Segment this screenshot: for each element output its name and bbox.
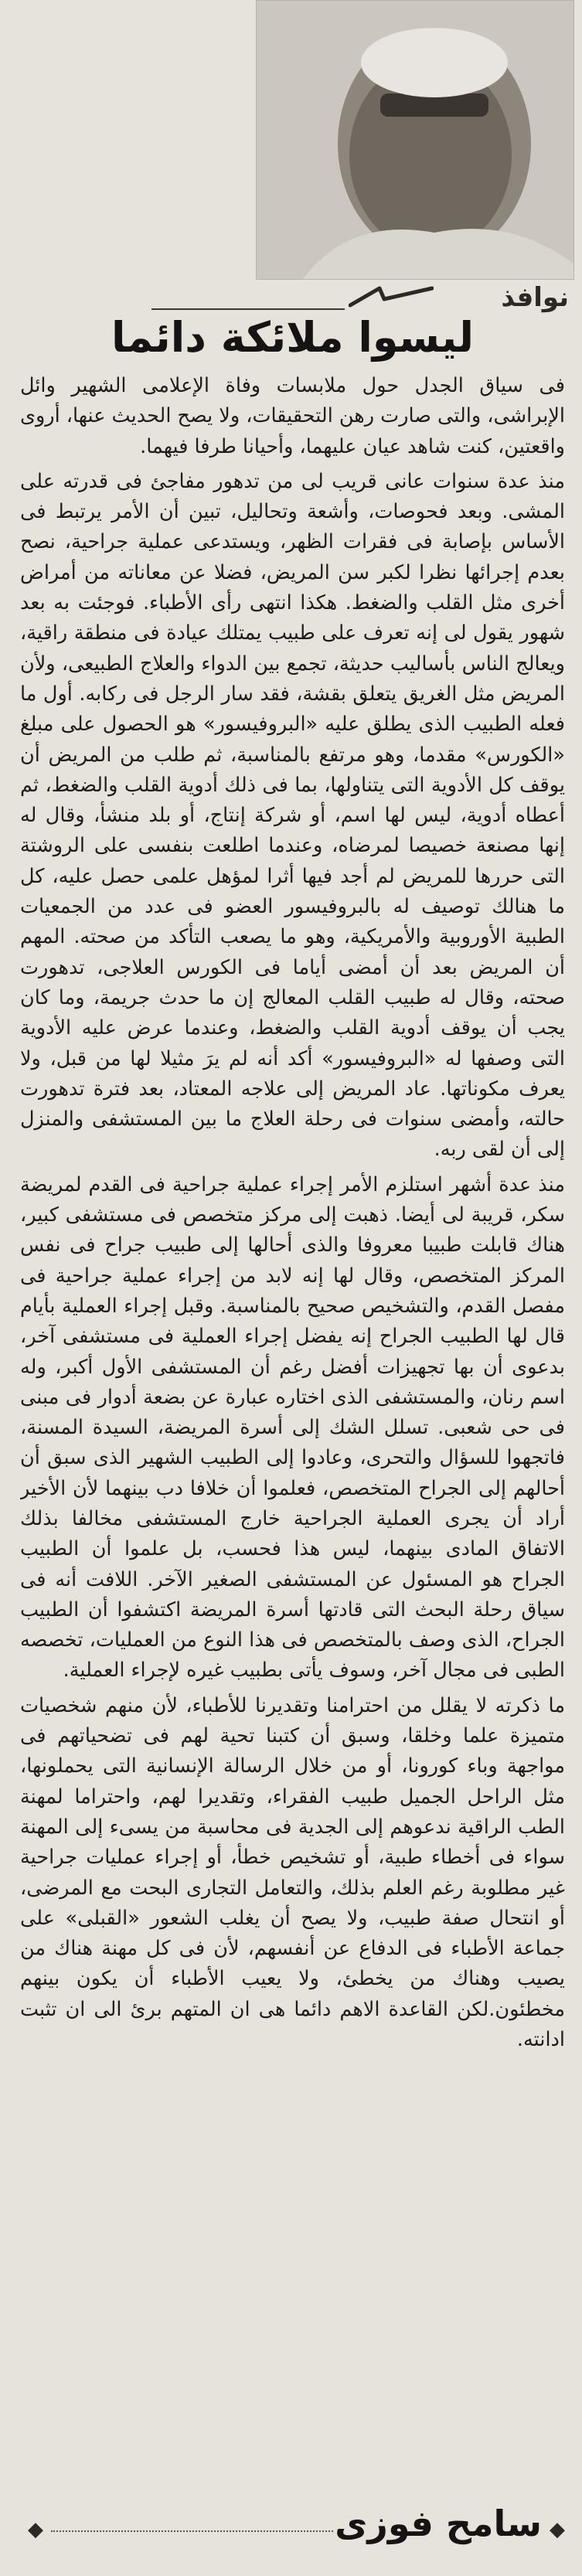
author-name: سامح فوزى xyxy=(335,2503,542,2544)
column-name: نوافذ xyxy=(501,282,569,313)
article-paragraph-4: ما ذكرته لا يقلل من احترامنا وتقديرنا للأطباء، لأن منهم شخصيات متميزة علما وخلقا، وسبق أن كتبنا تحية لهم فى تضحياتهم فى مواجهة وباء كورونا، أو من خلال الرسالة الإنسانية التى يحملونها، مثل الراحل الجميل طبيب الفقراء، وتقديرا لهم، واحتراما لمهنة الطب الراقية ندعوهم إلى الجدية فى محاسبة من يسىء إلى المهنة سواء فى أخطاء طبية، أو تشخيص خطأ، أو إجراء عمليات جراحية غير مطلوبة رغم العلم بذلك، والتعامل التجارى البحت مع المرضى، أو انتحال صفة طبيب، ولا يصح أن يغلب الشعور «القبلى» على جماعة الأطباء فى الدفاع عن أنفسهم، لأن فى كل مهنة هناك من يصيب وهناك من يخطئ، ولا يعيب الأطباء أن يكون بينهم مخطئون.لكن القاعدة الاهم دائما هى ان المتهم برئ الى ان تثبت ادانته. xyxy=(20,1693,565,2052)
article-paragraph-2: منذ عدة سنوات عانى قريب لى من تدهور مفاجئ فى قدرته على المشى. وبعد فحوصات، وأشعة وتحاليل، تبين أن الأمر يرتبط فى الأساس بإصابة فى فقرات الظهر، ويستدعى عملية جراحية، نصح بعدم إجرائها نظرا لكبر سن المريض، فضلا عن معاناته من أمراض أخرى مثل القلب والضغط. هكذا انتهى رأى الأطباء. فوجئت به بعد شهور يقول لى إنه تعرف على طبيب يمتلك عيادة فى منطقة راقية، ويعالج الناس بأساليب حديثة، تجمع بين الدواء والعلاج الطبيعى، ولأن المريض مثل الغريق يتعلق بقشة، فقد سار الرجل فى ركابه. أول ما فعله الطبيب الذى يطلق عليه «البروفيسور» هو الحصول على مبلغ «الكورس» مقدما، وهو مرتفع بالمناسبة، ثم طلب من المريض أن يوقف كل الأدوية التى يتناولها، بما فى ذلك أدوية القلب والضغط، ثم أعطاه أدوية، ليس لها اسم، أو شركة إنتاج، أو بلد منشأ، وقال له إنها مصنعة خصيصا لمرضاه، وعندما اطلعت بنفسى على الروشتة التى حررها للمريض لم أجد فيها أثرا لمؤهل علمى حصل عليه، كل ما هنالك توصيف له بالبروفيسور العضو فى عدد من الجمعيات الطبية الأوروبية والأمريكية، وهو ما يصعب التأكد من صحته. المهم أن المريض بعد أن أمضى أياما فى الكورس العلاجى، تدهورت صحته، وقال له طبيب القلب المعالج إن ما حدث جريمة، وما كان يجب أن يوقف أدوية القلب والضغط، وعندما عرض عليه الأدوية التى وصفها له «البروفيسور» أكد أنه لم يرَ مثيلا لها من قبل، ولا يعرف مكوناتها. عاد المريض إلى علاجه المعتاد، بعد فترة تدهورت حالته، وأمضى سنوات فى رحلة العلاج ما بين المستشفى والمنزل إلى أن لقى ربه. xyxy=(20,469,565,1162)
article-footer xyxy=(20,2496,565,2566)
author-photo xyxy=(256,0,574,280)
diamond-icon: ◆ xyxy=(28,2518,43,2541)
article-title: ليسوا ملائكة دائما xyxy=(111,313,475,362)
column-header xyxy=(20,0,569,363)
article-paragraph-1: فى سياق الجدل حول ملابسات وفاة الإعلامى الشهير وائل الإبراشى، والتى صارت رهن التحقيقات، ولا يصح الحديث عنها، أروى واقعتين، كنت شاهد عيان عليهما، وأحيانا طرفا فيهما. xyxy=(20,374,565,458)
column-swoosh-icon xyxy=(349,285,434,308)
column-label-line xyxy=(151,282,569,313)
article-body xyxy=(20,371,565,2427)
diamond-icon: ◆ xyxy=(550,2518,565,2541)
footer-rule xyxy=(51,2530,333,2532)
column-rule xyxy=(151,308,345,310)
article-paragraph-3: منذ عدة أشهر استلزم الأمر إجراء عملية جراحية فى القدم لمريضة سكر، قريبة لى أيضا. ذهبت إلى مركز متخصص فى مستشفى كبير، هناك قابلت طبيبا معروفا والذى أحالها إلى طبيب جراح فى نفس المركز المتخصص، وقال لها إنه لابد من إجراء عملية جراحية فى مفصل القدم، والتشخيص صحيح بالمناسبة. وقبل إجراء العملية بأيام قال لها الطبيب الجراح إنه يفضل إجراء العملية فى مستشفى آخر، بدعوى أن بها تجهيزات أفضل رغم أن المستشفى الأول أكبر، وله اسم رنان، والمستشفى الذى اختاره عبارة عن بضعة أدوار فى مبنى فى حى شعبى. تسلل الشك إلى أسرة المريضة، السيدة المسنة، فاتجهوا للسؤال والتحرى، وعادوا إلى الطبيب الشهير الذى سبق أن أحالهم إلى الجراح المتخصص، فعلموا أن خلافا دب بينهما لأن الأخير أراد أن يجرى العملية الجراحية خارج المستشفى مخالفا بذلك الاتفاق المادى بينهما، ليس هذا فحسب، بل علموا أن الطبيب الجراح هو المسئول عن المستشفى الصغير الآخر. اللافت أنه فى سياق رحلة البحث التى قادتها أسرة المريضة اكتشفوا أن الطبيب الجراح، الذى وصف بالمتخصص فى هذا النوع من العمليات، تخصصه الطبى فى مجال آخر، وسوف يأتى بطبيب غيره لإجراء العملية. xyxy=(20,1172,565,1683)
